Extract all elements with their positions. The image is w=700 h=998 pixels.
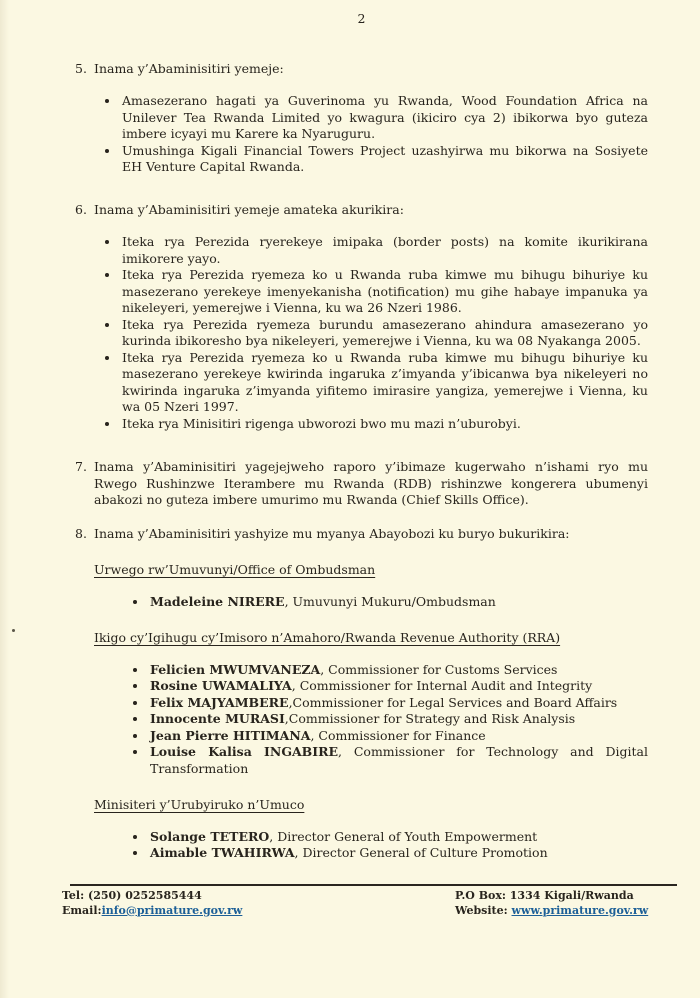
section-6: [75, 202, 648, 219]
person-role: , Commissioner for Technology and Digital Transformation: [150, 744, 648, 776]
section-5-title: Inama y’Abaminisitiri yemeje:: [94, 60, 284, 76]
footer-email-link[interactable]: info@primature.gov.rw: [101, 903, 243, 917]
person-role: , Umuvunyi Mukuru/Ombudsman: [284, 593, 496, 609]
person-item: [148, 845, 648, 862]
person-item: [148, 695, 648, 712]
person-item: [148, 728, 648, 745]
footer-right-column: [455, 889, 648, 918]
section-7-number: 7.: [75, 459, 87, 474]
person-name: Solange TETERO: [150, 828, 270, 844]
footer-website-link[interactable]: www.primature.gov.rw: [511, 903, 649, 917]
person-name: Aimable TWAHIRWA: [150, 845, 295, 860]
person-item: [148, 744, 648, 777]
bullet-item: • Iteka rya Perezida ryemeza ko u Rwanda ruba kimwe mu bihugu bihuriye ku masezerano yerekeye imenyekanisha (notification) mu gihe habaye impanuka ya nikeleyeri, yemerejwe i Vienna, ku wa 26 Nzeri 1986.: [120, 267, 648, 317]
section-6-number: 6.: [75, 201, 87, 217]
footer-website-line: [455, 904, 648, 919]
group-heading-ombudsman: Urwego rw’Umuvunyi/Office of Ombudsman: [94, 562, 376, 577]
person-role: , Director General of Youth Empowerment: [269, 828, 538, 844]
section-8-number: 8.: [75, 525, 87, 541]
footer-email-line: [62, 904, 392, 919]
footer-tel: Tel: (250) 0252585444: [62, 889, 202, 902]
footer: [0, 884, 700, 918]
footer-pobox: P.O Box: 1334 Kigali/Rwanda: [455, 889, 634, 902]
footer-website-label: Website:: [455, 903, 508, 917]
person-role: ,Commissioner for Legal Services and Board Affairs: [288, 694, 618, 710]
person-role: , Commissioner for Internal Audit and Integrity: [291, 678, 593, 693]
person-role: , Commissioner for Finance: [310, 727, 486, 743]
person-name: Louise Kalisa INGABIRE: [150, 744, 339, 759]
bullet-item: • Amasezerano hagati ya Guverinoma yu Rwanda, Wood Foundation Africa na Unilever Tea Rwanda Limited yo kwagura (ikiciro cya 2) ibikorwa byo guteza imbere icyayi mu Karere ka Nyaruguru.: [120, 93, 648, 143]
bullet-item: • Iteka rya Minisitiri rigenga ubworozi bwo mu mazi n’uburobyi.: [120, 416, 648, 433]
group-heading-rra: Ikigo cy’Igihugu cy’Imisoro n’Amahoro/Rwanda Revenue Authority (RRA): [94, 630, 561, 645]
person-name: Innocente MURASI: [150, 711, 285, 726]
section-5-number: 5.: [75, 60, 87, 76]
person-item: [148, 829, 648, 846]
page-number: 2: [357, 11, 366, 26]
person-role: , Director General of Culture Promotion: [294, 845, 548, 860]
group-heading-youth-culture: Minisiteri y’Urubyiruko n’Umuco: [94, 797, 305, 812]
footer-left-column: [62, 889, 392, 918]
bullet-item: • Iteka rya Perezida ryemeza ko u Rwanda ruba kimwe mu bihugu bihuriye ku masezerano yerekeye kwirinda ingaruka z’imyanda y’ibicanwa bya nikeleyeri no kwirinda ingaruka z’imyanda yifitemo imirasire yangiza, yemerejwe i Vienna, ku wa 05 Nzeri 1997.: [120, 350, 648, 416]
footer-email-label: Email:: [62, 903, 102, 917]
bullet-item: • Iteka rya Perezida ryerekeye imipaka (border posts) na komite ikurikirana imikorere yayo.: [120, 234, 648, 267]
footer-divider: [70, 884, 677, 886]
scan-speck: [12, 629, 15, 632]
footer-columns: [0, 889, 700, 918]
person-name: Rosine UWAMALIYA: [150, 678, 292, 693]
section-6-bullet-list: [75, 234, 648, 432]
person-name: Jean Pierre HITIMANA: [150, 727, 311, 743]
section-7: [75, 459, 648, 509]
person-item: [148, 678, 648, 695]
section-8-title: Inama y’Abaminisitiri yashyize mu myanya Abayobozi ku buryo bukurikira:: [94, 525, 570, 541]
section-6-title: Inama y’Abaminisitiri yemeje amateka akurikira:: [94, 201, 404, 217]
section-7-title: Inama y’Abaminisitiri yagejejweho raporo y’ibimaze kugerwaho n’ishami ryo mu Rwego Rushinzwe Iterambere mu Rwanda (RDB) rishinzwe kongerera ubumenyi abakozi no guteza imbere umurimo mu Rwanda (Chief Skills Office).: [94, 459, 648, 507]
person-name: Felix MAJYAMBERE: [150, 694, 289, 710]
person-name: Madeleine NIRERE: [150, 593, 285, 609]
section-5: [75, 61, 648, 78]
person-name: Felicien MWUMVANEZA: [150, 661, 321, 677]
section-5-bullet-list: [75, 93, 648, 176]
person-item: [148, 711, 648, 728]
person-item: [148, 662, 648, 679]
rra-people-list: [75, 662, 648, 778]
person-role: ,Commissioner for Strategy and Risk Analysis: [284, 711, 576, 726]
person-item: [148, 594, 648, 611]
ombudsman-people-list: [75, 594, 648, 611]
bullet-item: • Iteka rya Perezida ryemeza burundu amasezerano ahindura amasezerano yo kurinda ibikoresho bya nikeleyeri, yemerejwe i Vienna, ku wa 08 Nyakanga 2005.: [120, 317, 648, 350]
section-8: [75, 526, 648, 543]
person-role: , Commissioner for Customs Services: [320, 661, 558, 677]
youth-culture-people-list: [75, 829, 648, 862]
bullet-item: • Umushinga Kigali Financial Towers Project uzashyirwa mu bikorwa na Sosiyete EH Venture Capital Rwanda.: [120, 143, 648, 176]
